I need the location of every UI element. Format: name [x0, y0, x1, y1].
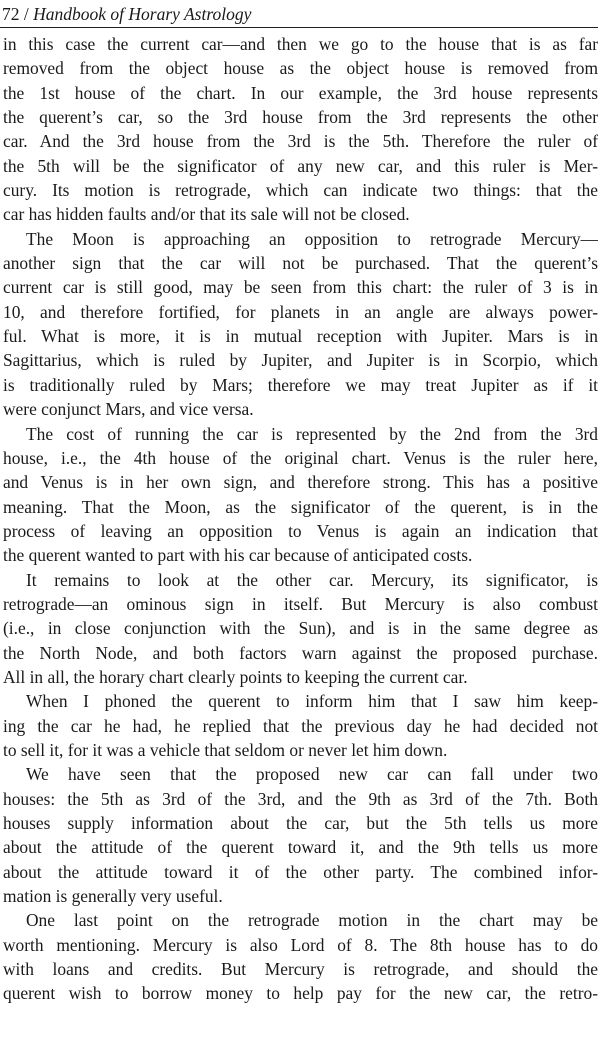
text-line: is traditionally ruled by Mars; therefore we may treat Jupiter as if it: [3, 374, 598, 395]
text-line: the querent wanted to part with his car because of anticipated costs.: [3, 545, 473, 566]
paragraph: [3, 32, 598, 227]
paragraph: [3, 422, 598, 568]
text-line: about the attitude of the querent toward it, and the 9th tells us more: [3, 837, 598, 858]
text-line: car has hidden faults and/or that its sale will not be closed.: [3, 204, 410, 225]
text-line: houses supply information about the car, but the 5th tells us more: [3, 813, 598, 833]
text-line: We have seen that the proposed new car can fall under two: [26, 764, 598, 785]
text-line: meaning. That the Moon, as the significator of the querent, is in the: [3, 496, 598, 517]
text-line: current car is still good, may be seen from this chart: the ruler of 3 is in: [3, 277, 598, 298]
text-line: It remains to look at the other car. Mercury, its significator, is: [26, 569, 598, 590]
text-line: One last point on the retrograde motion in the chart may be: [26, 910, 598, 931]
body-text: [3, 32, 598, 1006]
text-line: worth mentioning. Mercury is also Lord of 8. The 8th house has to do: [3, 934, 598, 955]
text-line: The Moon is approaching an opposition to retrograde Mercury—: [26, 228, 598, 249]
text-line: querent wish to borrow money to help pay for the new car, the retro-: [3, 983, 598, 1004]
text-line: about the attitude toward it of the other party. The combined infor-: [3, 861, 598, 882]
text-line: Sagittarius, which is ruled by Jupiter, and Jupiter is in Scorpio, which: [3, 350, 598, 371]
paragraph: [3, 762, 598, 908]
header-rule: [0, 27, 598, 28]
text-line: the North Node, and both factors warn against the proposed purchase.: [3, 642, 598, 663]
text-line: houses: the 5th as 3rd of the 3rd, and the 9th as 3rd of the 7th. Both: [3, 788, 598, 809]
text-line: The cost of running the car is represented by the 2nd from the 3rd: [26, 423, 598, 444]
text-line: removed from the object house as the object house is removed from: [3, 58, 598, 79]
text-line: the querent’s car, so the 3rd house from the 3rd represents the other: [3, 107, 598, 128]
paragraph: [3, 568, 598, 690]
text-line: cury. Its motion is retrograde, which can indicate two things: that the: [3, 180, 598, 201]
text-line: another sign that the car will not be purchased. That the querent’s: [3, 253, 598, 274]
text-line: All in all, the horary chart clearly points to keeping the current car.: [3, 666, 468, 687]
text-line: with loans and credits. But Mercury is retrograde, and should the: [3, 959, 598, 980]
book-title: Handbook of Horary Astrology: [33, 4, 252, 24]
running-head: [2, 2, 251, 26]
text-line: car. And the 3rd house from the 3rd is the 5th. Therefore the ruler of: [3, 131, 598, 152]
text-line: house, i.e., the 4th house of the original chart. Venus is the ruler here,: [3, 447, 598, 468]
text-line: the 5th will be the significator of any new car, and this ruler is Mer-: [3, 155, 598, 176]
text-line: 10, and therefore fortified, for planets in an angle are always power-: [3, 301, 598, 322]
text-line: were conjunct Mars, and vice versa.: [3, 399, 254, 420]
page-number: 72 /: [2, 4, 34, 24]
text-line: to sell it, for it was a vehicle that seldom or never let him down.: [3, 739, 448, 760]
text-line: the 1st house of the chart. In our example, the 3rd house represents: [3, 82, 598, 103]
text-line: ing the car he had, he replied that the previous day he had decided not: [3, 715, 598, 736]
text-line: (i.e., in close conjunction with the Sun), and is in the same degree as: [3, 618, 598, 639]
text-line: When I phoned the querent to inform him that I saw him keep-: [26, 691, 598, 712]
text-line: retrograde—an ominous sign in itself. But Mercury is also combust: [3, 593, 598, 614]
text-line: mation is generally very useful.: [3, 886, 223, 907]
text-line: ful. What is more, it is in mutual reception with Jupiter. Mars is in: [3, 326, 598, 347]
text-line: in this case the current car—and then we go to the house that is as far: [3, 34, 598, 54]
text-line: and Venus is in her own sign, and therefore strong. This has a positive: [3, 472, 598, 493]
paragraph: [3, 689, 598, 762]
paragraph: [3, 227, 598, 422]
text-line: process of leaving an opposition to Venus is again an indication that: [3, 520, 598, 541]
paragraph: [3, 908, 598, 1005]
